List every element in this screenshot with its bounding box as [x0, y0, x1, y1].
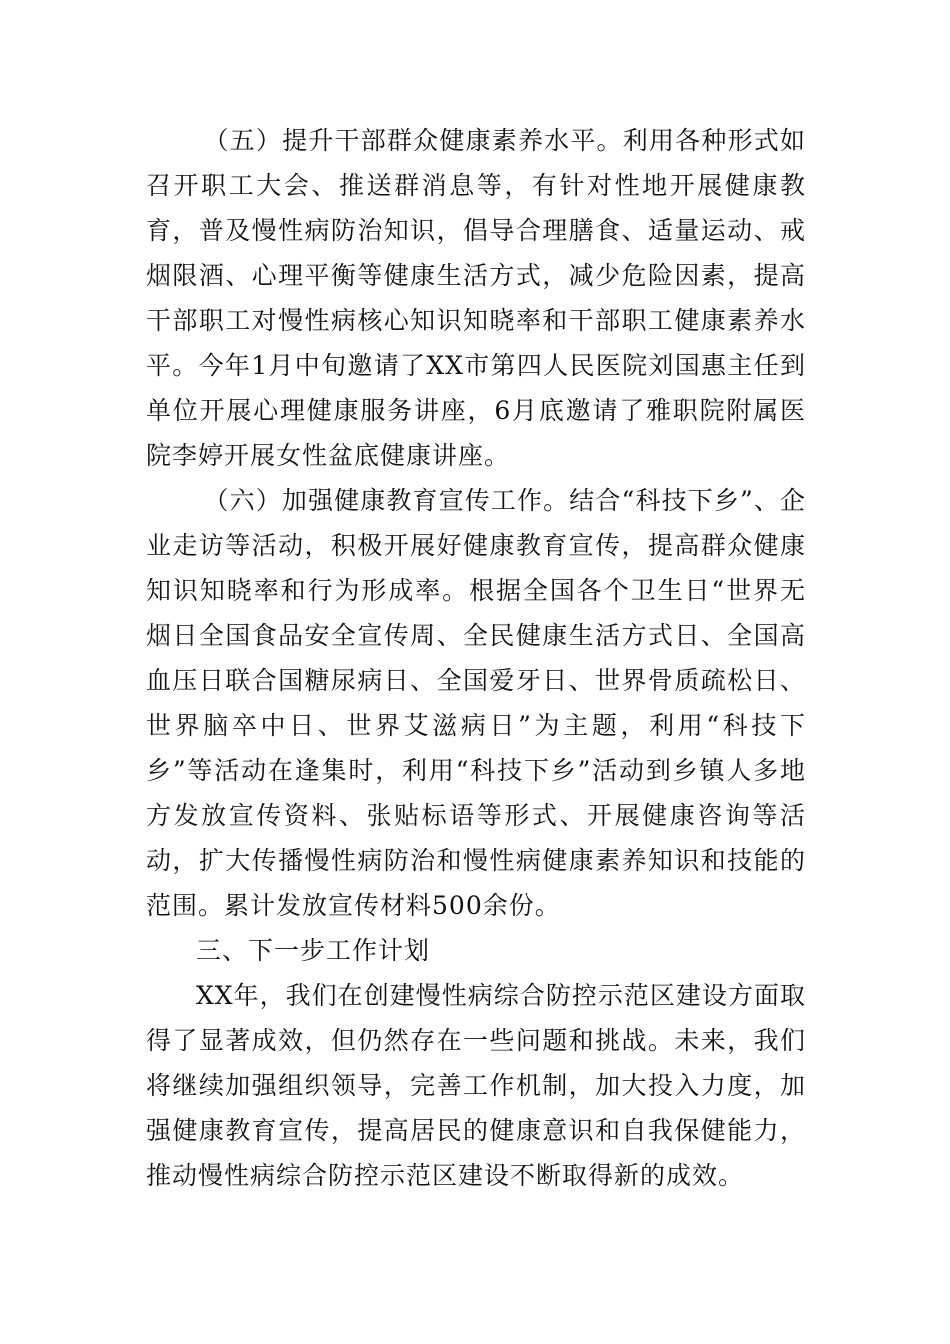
paragraph-section-3: XX年，我们在创建慢性病综合防控示范区建设方面取得了显著成效，但仍然存在一些问题和挑战。未来，我们将继续加强组织领导，完善工作机制，加大投入力度，加强健康教育宣传，提高居民的健康意识和自我保健能力，推动慢性病综合防控示范区建设不断取得新的成效。: [146, 981, 806, 1190]
section-6-body: 结合“科技下乡”、企业走访等活动，积极开展好健康教育宣传，提高群众健康知识知晓率和行为形成率。根据全国各个卫生日“世界无烟日全国食品安全宣传周、全民健康生活方式日、全国高血压日联合国糖尿病日、全国爱牙日、世界骨质疏松日、世界脑卒中日、世界艾滋病日”为主题，利用“科技下乡”等活动在逢集时，利用“科技下乡”活动到乡镇人多地方发放宣传资料、张贴标语等形式、开展健康咨询等活动，扩大传播慢性病防治和慢性病健康素养知识和技能的范围。累计发放宣传材料500余份。: [146, 486, 806, 920]
section-5-body: 利用各种形式如召开职工大会、推送群消息等，有针对性地开展健康教育，普及慢性病防治知识，倡导合理膳食、适量运动、戒烟限酒、心理平衡等健康生活方式，减少危险因素，提高干部职工对慢性病核心知识知晓率和干部职工健康素养水平。今年1月中旬邀请了XX市第四人民医院刘国惠主任到单位开展心理健康服务讲座，6月底邀请了雅职院附属医院李婷开展女性盆底健康讲座。: [146, 126, 806, 470]
paragraph-section-6: [146, 478, 806, 928]
section-6-lead: （六）加强健康教育宣传工作。: [203, 486, 570, 515]
section-5-lead: （五）提升干部群众健康素养水平。: [203, 126, 623, 155]
section-3-heading: 三、下一步工作计划: [196, 936, 431, 965]
paragraph-section-5: [146, 118, 806, 478]
document-body: [146, 118, 806, 1198]
